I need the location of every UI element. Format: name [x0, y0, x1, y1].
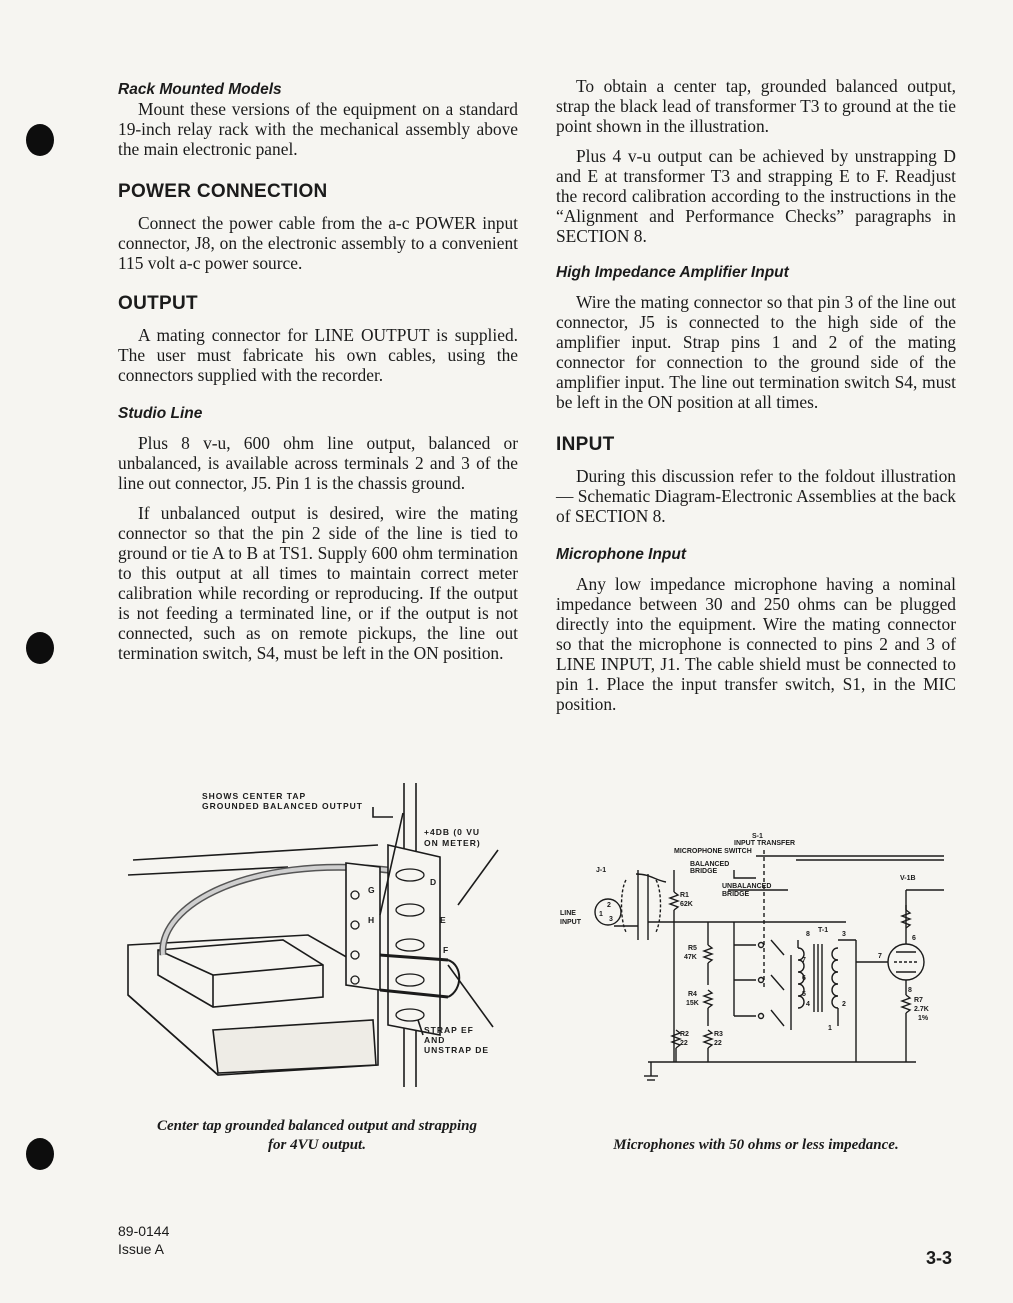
issue-label: Issue A	[118, 1241, 164, 1257]
j1-pin-1: 1	[599, 911, 603, 918]
r7-label: R7	[914, 997, 923, 1004]
left-caption-line-2: for 4VU output.	[268, 1137, 366, 1153]
left-caption-line-1: Center tap grounded balanced output and strapping	[156, 1118, 478, 1134]
page-number: 3-3	[926, 1248, 953, 1268]
t1-pin-5: 5	[802, 991, 806, 998]
document-info	[118, 1222, 169, 1258]
t1-pin-4: 4	[806, 1001, 810, 1008]
studio-line-paragraph-1: Plus 8 v-u, 600 ohm line output, balanced or unbalanced, is available across terminals 2 and 3 of the line out connector, J5. Pin 1 is the chassis ground.	[118, 433, 518, 493]
label-strap-3: UNSTRAP DE	[424, 1045, 490, 1055]
r7-value: 2.7K	[914, 1006, 929, 1013]
rack-mounted-heading: Rack Mounted Models	[118, 81, 282, 98]
r2-label: R2	[680, 1031, 689, 1038]
t1-pin-7: 7	[802, 957, 806, 964]
r7-tolerance: 1%	[918, 1015, 929, 1022]
tube-pin-8: 8	[908, 987, 912, 994]
studio-line-paragraph-2: If unbalanced output is desired, wire the mating connector so that the pin 2 side of the line is tied to ground or tie A to B at TS1. Supply 600 ohm termination to this output at all times to maintain correct meter calibration while recording or reproducing. If the output is not feeding a terminated line, or if the output is not connected, such as on remote pickups, the line out termination switch, S4, must be left in the ON position.	[118, 503, 518, 663]
microphone-input-paragraph: Any low impedance microphone having a nominal impedance between 30 and 250 ohms can be plugged directly into the equipment. Wire the mating connector so that the microphone is connected to pins 2 and 3 of LINE INPUT, J1. The cable shield must be connected to pin 1. Place the input transfer switch, S1, in the MIC position.	[556, 574, 956, 714]
high-impedance-heading: High Impedance Amplifier Input	[556, 264, 789, 281]
studio-line-heading: Studio Line	[118, 405, 203, 422]
right-figure-caption: Microphones with 50 ohms or less impedance.	[613, 1137, 899, 1153]
output-paragraph: A mating connector for LINE OUTPUT is supplied. The user must fabricate his own cables, using the connectors supplied with the recorder.	[118, 325, 518, 385]
label-center-tap-1: SHOWS CENTER TAP	[202, 791, 307, 801]
center-tap-paragraph: To obtain a center tap, grounded balanced output, strap the black lead of transformer T3 to ground at the tie point shown in the illustration.	[556, 76, 956, 136]
t1-pin-8: 8	[806, 931, 810, 938]
t1-label: T-1	[818, 927, 829, 934]
input-heading: INPUT	[556, 434, 615, 455]
label-4db-2: ON METER)	[424, 838, 481, 848]
term-g-label: G	[368, 885, 376, 895]
r3-value: 22	[714, 1040, 722, 1047]
s1-label: S-1	[752, 833, 763, 840]
punch-hole-middle	[26, 632, 54, 664]
power-connection-heading: POWER CONNECTION	[118, 181, 328, 202]
punch-hole-bottom	[26, 1138, 54, 1170]
tube-pin-6: 6	[912, 935, 916, 942]
plus4-paragraph: Plus 4 v-u output can be achieved by unstrapping D and E at transformer T3 and strapping E to F. Readjust the record calibration according to the instructions in the “Alignment and Performance Checks” paragraphs in SECTION 8.	[556, 146, 956, 246]
left-figure-caption	[118, 1117, 516, 1155]
j1-label: J-1	[596, 867, 607, 874]
label-4db-1: +4DB (0 VU	[424, 827, 481, 837]
document-number: 89-0144	[118, 1223, 170, 1239]
t1-pin-3: 3	[842, 931, 846, 938]
left-column	[118, 76, 518, 663]
rack-mounted-paragraph: Mount these versions of the equipment on a standard 19-inch relay rack with the mechanical assembly above the main electronic panel.	[118, 99, 518, 159]
j1-pin-3: 3	[609, 916, 613, 923]
r5-value: 47K	[684, 954, 697, 961]
term-d-label: D	[430, 877, 438, 887]
strapping-illustration	[118, 775, 518, 1090]
balanced-bridge-label: BRIDGE	[690, 868, 718, 875]
r5-label: R5	[688, 945, 697, 952]
input-paragraph: During this discussion refer to the foldout illustration — Schematic Diagram-Electronic Assemblies at the back of SECTION 8.	[556, 466, 956, 526]
microphone-input-schematic	[556, 830, 956, 1090]
unbalanced-bridge-label: BRIDGE	[722, 891, 750, 898]
j1-pin-2: 2	[607, 902, 611, 909]
t1-pin-1: 1	[828, 1025, 832, 1032]
t1-pin-2: 2	[842, 1001, 846, 1008]
r1-value: 62K	[680, 901, 693, 908]
tube-pin-7: 7	[878, 953, 882, 960]
right-column	[556, 76, 956, 714]
r3-label: R3	[714, 1031, 723, 1038]
r2-value: 22	[680, 1040, 688, 1047]
label-center-tap-2: GROUNDED BALANCED OUTPUT	[202, 801, 363, 811]
high-impedance-paragraph: Wire the mating connector so that pin 3 of the line out connector, J5 is connected to the high side of the amplifier input. Strap pins 1 and 2 of the mating connector for connection to the ground side of the amplifier input. The line out termination switch S4, must be left in the ON position at all times.	[556, 292, 956, 412]
r1-label: R1	[680, 892, 689, 899]
input-transfer-label: INPUT TRANSFER	[734, 840, 796, 847]
line-input-label-2: INPUT	[560, 919, 581, 926]
microphone-input-heading: Microphone Input	[556, 546, 687, 563]
label-strap-2: AND	[424, 1035, 446, 1045]
term-h-label: H	[368, 915, 376, 925]
power-connection-paragraph: Connect the power cable from the a-c POWER input connector, J8, on the electronic assembly to a convenient 115 volt a-c power source.	[118, 213, 518, 273]
t1-pin-6: 6	[802, 975, 806, 982]
line-input-label-1: LINE	[560, 910, 576, 917]
r4-label: R4	[688, 991, 697, 998]
punch-hole-top	[26, 124, 54, 156]
term-f-label: F	[443, 945, 450, 955]
label-strap-1: STRAP EF	[424, 1025, 474, 1035]
term-e-label: E	[440, 915, 447, 925]
r4-value: 15K	[686, 1000, 699, 1007]
v1b-label: V-1B	[900, 875, 916, 882]
output-heading: OUTPUT	[118, 293, 198, 314]
unbalanced-label: UNBALANCED	[722, 883, 772, 890]
balanced-label: BALANCED	[690, 861, 730, 868]
microphone-switch-label: MICROPHONE SWITCH	[674, 848, 752, 855]
